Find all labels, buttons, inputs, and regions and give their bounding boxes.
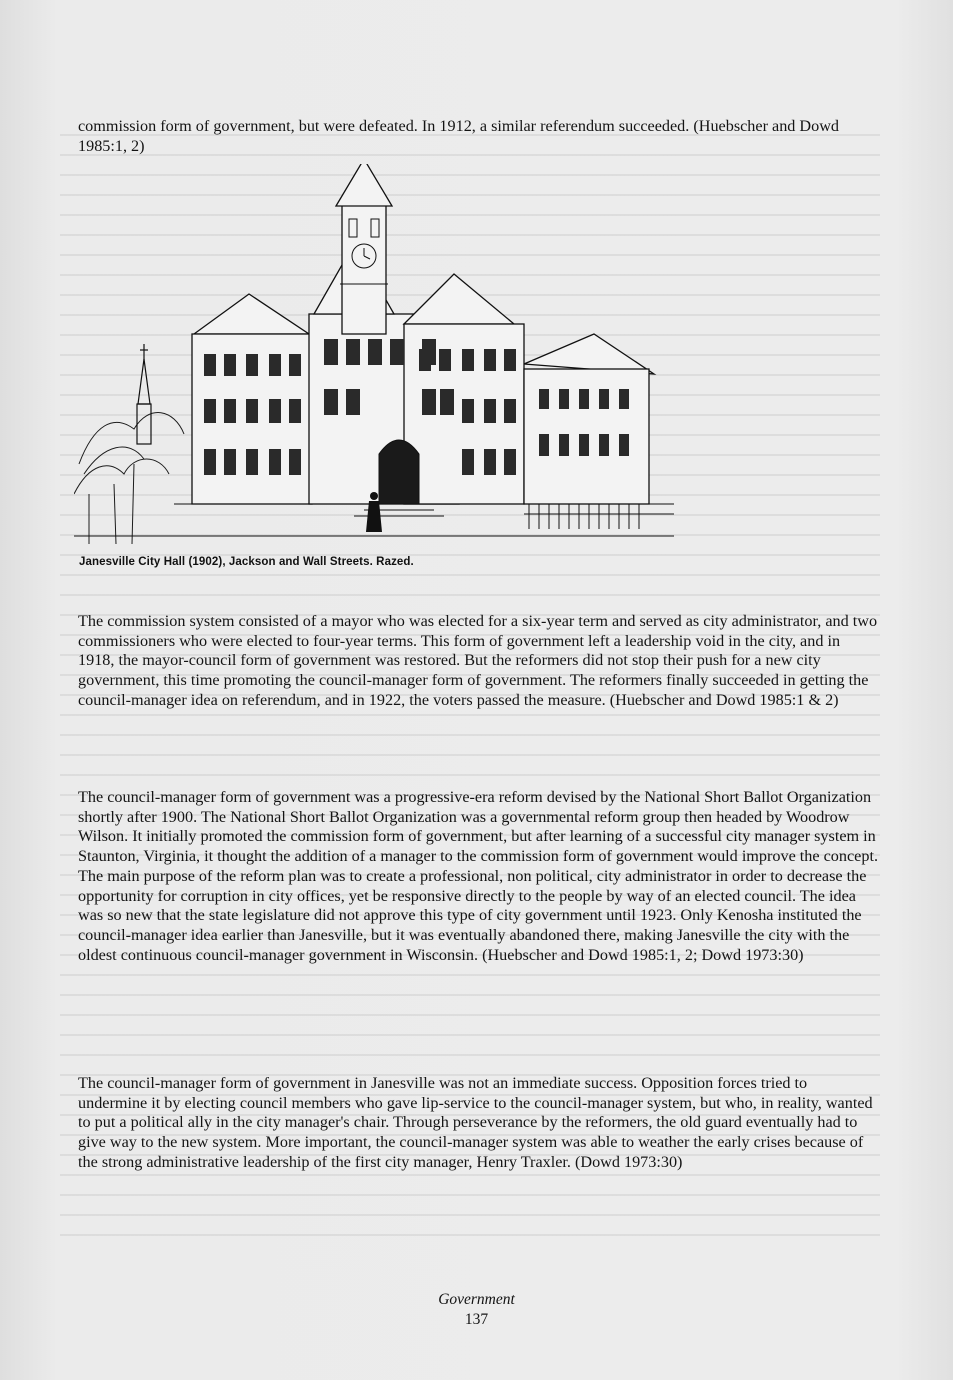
paragraph-janesville-adoption: The council-manager form of government in Janesville was not an immediate success. Opposition forces tried to undermine it by electing council members who gave lip-service to the council-manager system, but who, in reality, wanted to put a political ally in the city manager's chair. Through perseverance by the reformers, the old guard eventually had to give way to the new system. More important, the council-manager system was able to weather the early crises because of the strong administrative leadership of the first city manager, Henry Traxler. (Dowd 1973:30)	[78, 1074, 873, 1171]
paragraph-commission-system: The commission system consisted of a mayor who was elected for a six-year term and served as city administrator, and two commissioners who were elected to four-year terms. This form of government left a leadership void in the city, and in 1918, the mayor-council form of government was restored. But the reformers did not stop their push for a new city government, this time promoting the council-manager form of government. The reformers finally succeeded in getting the council-manager idea on referendum, and in 1922, the voters passed the measure. (Huebscher and Dowd 1985:1 & 2)	[78, 612, 878, 709]
paragraph-council-manager-origin: The council-manager form of government was a progressive-era reform devised by the National Short Ballot Organization shortly after 1900. The National Short Ballot Organization was a governmental reform group then headed by Woodrow Wilson. It initially promoted the commission form of government, but after learning of a successful city manager system in Staunton, Virginia, it thought the addition of a manager to the commission form of government would improve the concept. The main purpose of the reform plan was to create a professional, non political, city administrator in order to decrease the opportunity for corruption in city offices, yet be responsive directly to the people by way of an elected council. The idea was so new that the state legislature did not approve this type of city government until 1923. Only Kenosha instituted the council-manager idea earlier than Janesville, but it was eventually abandoned there, making Janesville the city with the oldest continuous council-manager government in Wisconsin. (Huebscher and Dowd 1985:1, 2; Dowd 1973:30)	[78, 788, 879, 964]
page-number-label: 137	[464, 1311, 489, 1328]
city-hall-illustration	[74, 164, 674, 544]
intro-paragraph: commission form of government, but were defeated. In 1912, a similar referendum succeeded. (Huebscher and Dowd 1985:1, 2)	[78, 117, 840, 155]
footer-section-label: Government	[438, 1291, 515, 1308]
figure-caption: Janesville City Hall (1902), Jackson and Wall Streets. Razed.	[79, 556, 414, 568]
footer-page-number	[0, 1311, 953, 1329]
footer-section-title	[0, 1291, 953, 1309]
